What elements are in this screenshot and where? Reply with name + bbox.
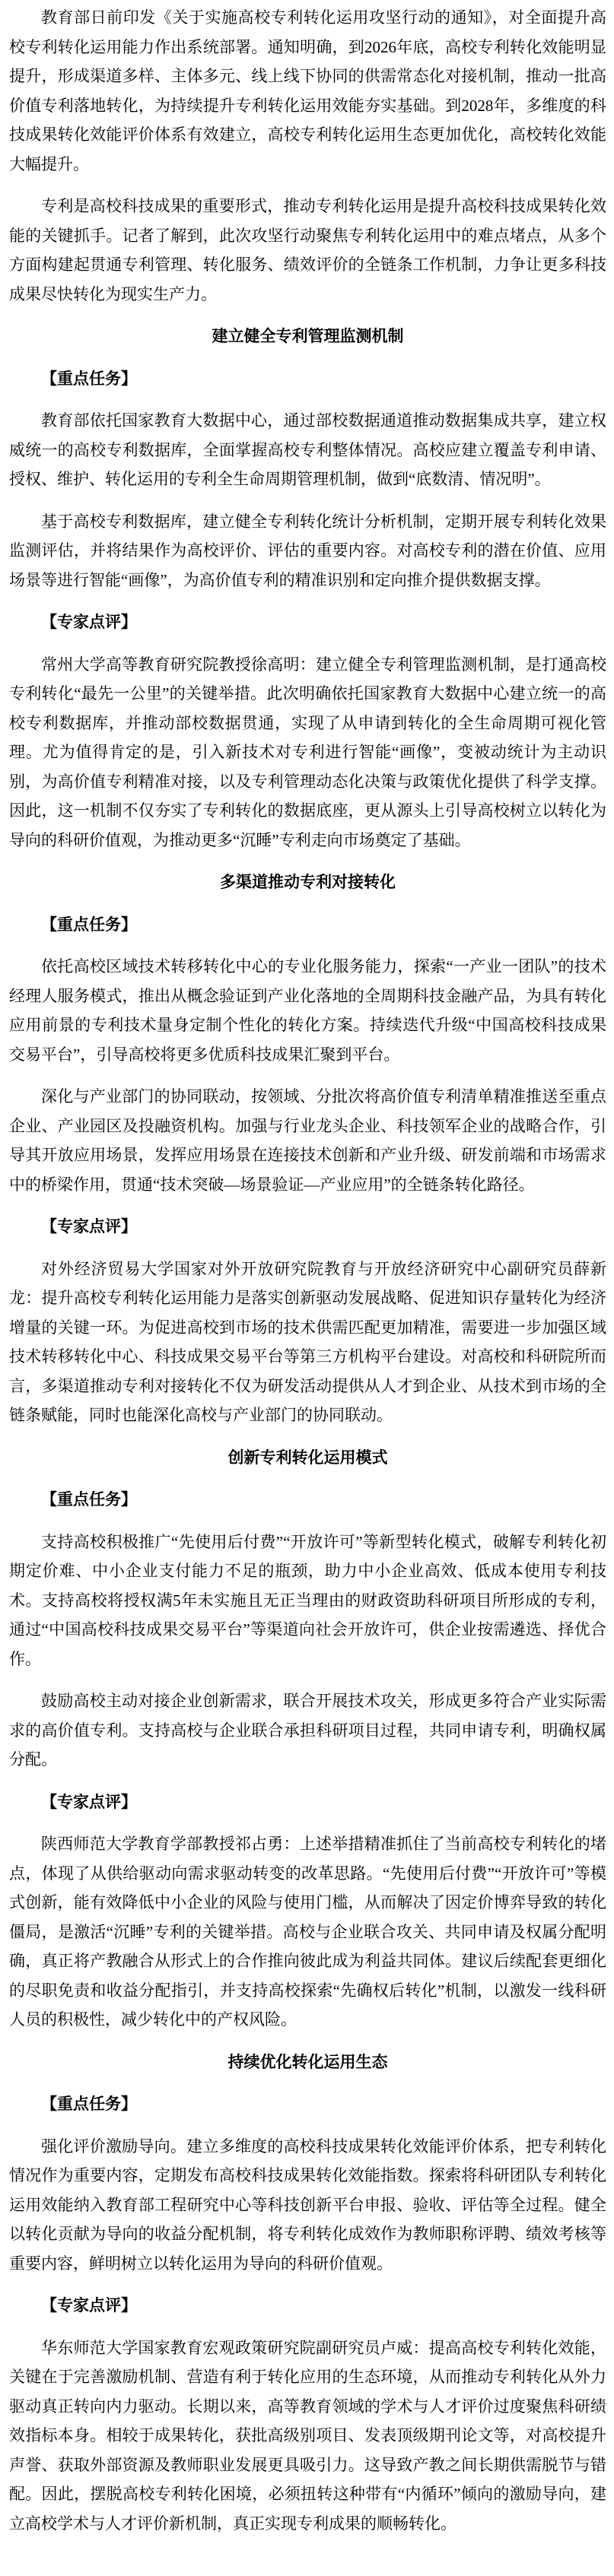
expert-comment: 上述举措精准抓住了当前高校专利转化的堵点，体现了从供给驱动向需求驱动转变的改革思路。“先使用后付费”“开放许可”等模式创新，能有效降低中小企业的风险与使用门槛，从而解决了因定价博弈导致的转化僵局，是激活“沉睡”专利的关键举措。高校与企业联合攻关、共同申请及权属分配明确，真正将产教融合从形式上的合作推向彼此成为利益共同体。建议后续配套更细化的尽职免责和收益分配指引，并支持高校探索“先确权后转化”机制，以激发一线科研人员的积极性，减少转化中的产权风险。 bbox=[9, 1835, 606, 2029]
expert-comment: 提高高校专利转化效能，关键在于完善激励机制、营造有利于转化应用的生态环境，从而推动专利转化从外力驱动真正转向内力驱动。长期以来，高等教育领域的学术与人才评价过度聚焦科研绩效指标本身。相较于成果转化，获批高级别项目、发表顶级期刊论文等，对高校提升声誉、获取外部资源及教师职业发展更具吸引力。这导致产教之间长期供需脱节与错配。因此，摆脱高校专利转化困境，必须扭转这种带有“内循环”倾向的激励导向，建立高校学术与人才评价新机制，真正实现专利成果的顺畅转化。 bbox=[9, 2338, 607, 2533]
expert-name: 华东师范大学国家教育宏观政策研究院副研究员卢威： bbox=[41, 2338, 429, 2357]
task-label: 【重点任务】 bbox=[41, 2095, 137, 2113]
section-heading: 多渠道推动专利对接转化 bbox=[220, 873, 396, 891]
task-paragraph: 支持高校积极推广“先使用后付费”“开放许可”等新型转化模式，破解专利转化初期定价难、中小企业支付能力不足的瓶颈，助力中小企业高效、低成本使用专利技术。支持高校将授权满5年未实施且无正当理由的财政资助科研项目所形成的专利，通过“中国高校科技成果交易平台”等渠道向社会开放许可，供企业按需遴选、择优合作。 bbox=[9, 1532, 606, 1668]
expert-comment: 建立健全专利管理监测机制，是打通高校专利转化“最先一公里”的关键举措。此次明确依托国家教育大数据中心建立统一的高校专利数据库，并推动部校数据贯通，实现了从申请到转化的全生命周期可视化管理。尤为值得肯定的是，引入新技术对专利进行智能“画像”，变被动统计为主动识别，为高价值专利精准对接，以及专利管理动态化决策与政策优化提供了科学支撑。因此，这一机制不仅夯实了专利转化的数据底座，更从源头上引导高校树立以转化为导向的科研价值观，为推动更多“沉睡”专利走向市场奠定了基础。 bbox=[9, 655, 606, 849]
section-heading: 持续优化转化运用生态 bbox=[227, 2052, 388, 2071]
expert-comment-label: 【专家点评】 bbox=[41, 2296, 137, 2314]
task-paragraph: 基于高校专利数据库，建立健全专利转化统计分析机制，定期开展专利转化效果监测评估，并将结果作为高校评价、评估的重要内容。对高校专利的潜在价值、应用场景等进行智能“画像”，为高价值专利的精准识别和定向推介提供数据支撑。 bbox=[9, 512, 606, 589]
expert-name: 陕西师范大学教育学部教授祁占勇： bbox=[41, 1835, 300, 1853]
task-paragraph: 强化评价激励导向。建立多维度的高校科技成果转化效能评价体系，把专利转化情况作为重要内容，定期发布高校科技成果转化效能指数。探索将科研团队专利转化运用效能纳入教育部工程研究中心等科技创新平台申报、验收、评估等全过程。健全以转化贡献为导向的收益分配机制，将专利转化成效作为教师职称评聘、绩效考核等重要内容，鲜明树立以转化运用为导向的科研价值观。 bbox=[9, 2137, 606, 2273]
task-label: 【重点任务】 bbox=[41, 1490, 137, 1508]
expert-name: 常州大学高等教育研究院教授徐高明： bbox=[41, 655, 316, 674]
task-label: 【重点任务】 bbox=[41, 915, 137, 934]
section-heading: 创新专利转化运用模式 bbox=[227, 1448, 388, 1467]
intro-paragraph: 专利是高校科技成果的重要形式，推动专利转化运用是提升高校科技成果转化效能的关键抓手。记者了解到，此次攻坚行动聚焦专利转化运用中的难点堵点，从多个方面构建起贯通专利管理、转化服务、绩效评价的全链条工作机制，力争让更多科技成果尽快转化为现实生产力。 bbox=[9, 197, 606, 303]
expert-comment-paragraph bbox=[9, 650, 606, 855]
section-heading: 建立健全专利管理监测机制 bbox=[212, 327, 404, 345]
expert-comment-paragraph bbox=[9, 1829, 606, 2035]
expert-comment-paragraph bbox=[9, 1255, 606, 1430]
expert-comment-label: 【专家点评】 bbox=[41, 1217, 137, 1236]
intro-paragraph: 教育部日前印发《关于实施高校专利转化运用攻坚行动的通知》，对全面提升高校专利转化运用能力作出系统部署。通知明确，到2026年底，高校专利转化效能明显提升，形成渠道多样、主体多元、线上线下协同的供需常态化对接机制，推动一批高价值专利落地转化，为持续提升专利转化运用效能夯实基础。到2028年，多维度的科技成果转化效能评价体系有效建立，高校专利转化运用生态更加优化，高校转化效能大幅提升。 bbox=[9, 8, 606, 173]
expert-comment-paragraph bbox=[9, 2333, 606, 2539]
task-paragraph: 依托高校区域技术转移转化中心的专业化服务能力，探索“一产业一团队”的技术经理人服务模式，推出从概念验证到产业化落地的全周期科技金融产品，为具有转化应用前景的专利技术量身定制个性化的转化方案。持续迭代升级“中国高校科技成果交易平台”，引导高校将更多优质科技成果汇聚到平台。 bbox=[9, 957, 606, 1064]
expert-comment: 提升高校专利转化运用能力是落实创新驱动发展战略、促进知识存量转化为经济增量的关键一环。为促进高校到市场的技术供需匹配更加精准，需要进一步加强区域技术转移转化中心、科技成果交易平台等第三方机构平台建设。对高校和科研院所而言，多渠道推动专利对接转化不仅为研发活动提供从人才到企业、从技术到市场的全链条赋能，同时也能深化高校与产业部门的协同联动。 bbox=[9, 1289, 607, 1424]
task-paragraph: 鼓励高校主动对接企业创新需求，联合开展技术攻关，形成更多符合产业实际需求的高价值专利。支持高校与企业联合承担科研项目过程，共同申请专利，明确权属分配。 bbox=[9, 1692, 606, 1769]
expert-comment-label: 【专家点评】 bbox=[41, 1792, 137, 1811]
task-paragraph: 深化与产业部门的协同联动，按领域、分批次将高价值专利清单精准推送至重点企业、产业园区及投融资机构。加强与行业龙头企业、科技领军企业的战略合作，引导其开放应用场景，发挥应用场景在连接技术创新和产业升级、研发前端和市场需求中的桥梁作用，贯通“技术突破—场景验证—产业应用”的全链条转化路径。 bbox=[9, 1087, 606, 1194]
expert-comment-label: 【专家点评】 bbox=[41, 613, 137, 631]
task-paragraph: 教育部依托国家教育大数据中心，通过部校数据通道推动数据集成共享，建立权威统一的高校专利数据库，全面掌握高校专利整体情况。高校应建立覆盖专利申请、授权、维护、转化运用的专利全生命周期管理机制，做到“底数清、情况明”。 bbox=[9, 411, 606, 488]
task-label: 【重点任务】 bbox=[41, 369, 137, 388]
expert-name: 对外经济贸易大学国家对外开放研究院教育与开放经济研究中心副研究员薛新龙： bbox=[9, 1259, 606, 1307]
